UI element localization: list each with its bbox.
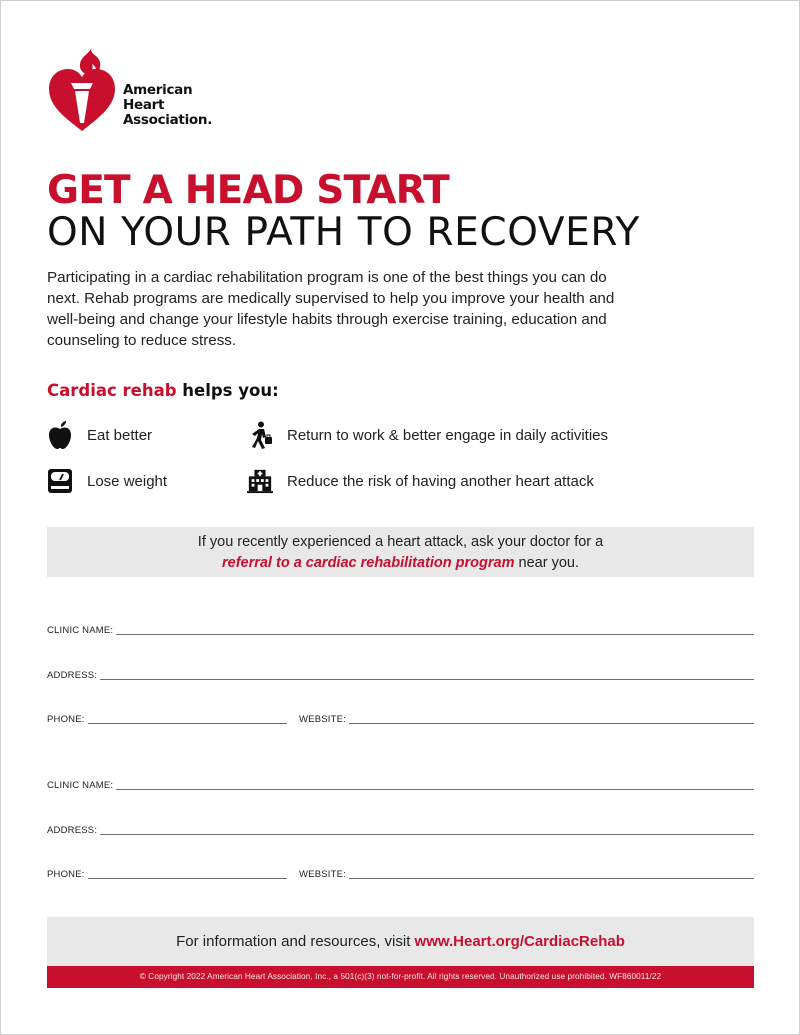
footer-url-link[interactable]: www.Heart.org/CardiacRehab — [414, 933, 625, 950]
address-line[interactable] — [100, 679, 754, 680]
phone-line[interactable] — [88, 878, 287, 879]
clinic-name-label: CLINIC NAME: — [47, 780, 114, 791]
clinic-name-line[interactable] — [116, 634, 754, 635]
phone-website-row-2 — [47, 864, 754, 880]
benefit-reduce-risk — [247, 467, 594, 495]
footer-text: For information and resources, visit — [176, 933, 415, 950]
logo-line-1: American — [123, 82, 193, 98]
address-field-2[interactable] — [47, 820, 754, 836]
aha-logo — [47, 47, 247, 139]
website-field-1[interactable] — [299, 714, 754, 725]
address-label: ADDRESS: — [47, 825, 98, 836]
phone-website-row-1 — [47, 709, 754, 725]
website-line[interactable] — [349, 723, 754, 724]
referral-line-2 — [47, 553, 754, 574]
headline: GET A HEAD START — [47, 168, 449, 213]
helps-heading-rest: helps you: — [176, 381, 279, 400]
benefit-label: Lose weight — [87, 472, 168, 490]
phone-field-2[interactable] — [47, 869, 287, 880]
logo-line-3: Association. — [123, 112, 213, 128]
heart-torch-icon — [47, 47, 117, 137]
referral-link[interactable]: referral to a cardiac rehabilitation program — [221, 555, 515, 571]
clinic-name-field-1[interactable] — [47, 620, 754, 636]
benefit-lose-weight — [47, 467, 167, 495]
clinic-name-label: CLINIC NAME: — [47, 625, 114, 636]
benefit-return-to-work — [247, 421, 608, 449]
benefit-label: Eat better — [87, 426, 153, 444]
intro-paragraph: Participating in a cardiac rehabilitation program is one of the best things you can do next. Rehab programs are medically supervised to help you improve your health and well-being and change your lifestyle habits through exercise training, education and counseling to reduce stress. — [47, 269, 615, 349]
referral-line-1: If you recently experienced a heart attack, ask your doctor for a — [197, 534, 604, 550]
apple-icon — [47, 421, 73, 449]
website-label: WEBSITE: — [299, 714, 346, 725]
benefit-eat-better — [47, 421, 152, 449]
website-field-2[interactable] — [299, 869, 754, 880]
website-label: WEBSITE: — [299, 869, 346, 880]
hospital-icon — [247, 467, 273, 495]
scale-icon — [47, 467, 73, 495]
subheadline: ON YOUR PATH TO RECOVERY — [47, 210, 640, 255]
helps-heading — [47, 381, 279, 400]
benefit-label: Reduce the risk of having another heart attack — [287, 472, 594, 490]
benefit-label: Return to work & better engage in daily activities — [287, 426, 608, 444]
address-label: ADDRESS: — [47, 670, 98, 681]
helps-heading-highlight: Cardiac rehab — [47, 381, 177, 400]
website-line[interactable] — [349, 878, 754, 879]
address-field-1[interactable] — [47, 665, 754, 681]
phone-label: PHONE: — [47, 869, 85, 880]
logo-wordmark — [123, 83, 212, 128]
resources-footer — [47, 917, 754, 966]
walking-person-icon — [247, 421, 273, 449]
phone-field-1[interactable] — [47, 714, 287, 725]
clinic-name-line[interactable] — [116, 789, 754, 790]
phone-label: PHONE: — [47, 714, 85, 725]
clinic-name-field-2[interactable] — [47, 775, 754, 791]
logo-line-2: Heart — [123, 97, 165, 113]
referral-after: near you. — [514, 555, 579, 571]
copyright-bar: © Copyright 2022 American Heart Association, Inc., a 501(c)(3) not-for-profit. All rights reserved. Unauthorized use prohibited. WF860011/22 — [47, 966, 754, 988]
phone-line[interactable] — [88, 723, 287, 724]
referral-callout — [47, 527, 754, 577]
address-line[interactable] — [100, 834, 754, 835]
